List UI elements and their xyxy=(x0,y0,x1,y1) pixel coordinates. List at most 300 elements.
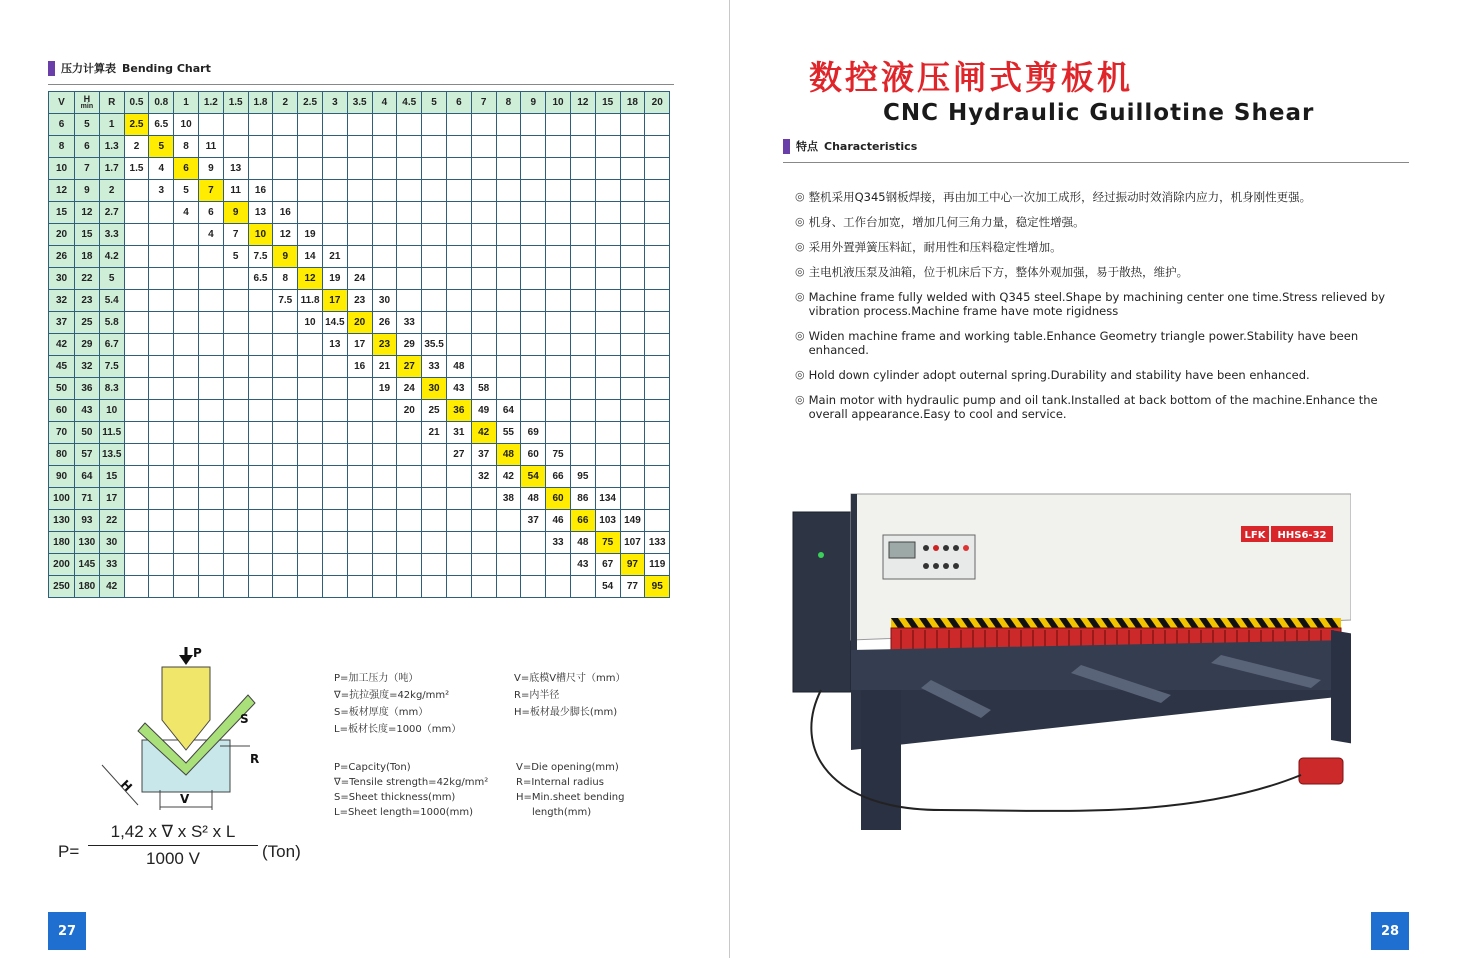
table-cell xyxy=(322,180,347,202)
table-row xyxy=(49,158,670,180)
table-cell: 48 xyxy=(521,488,546,510)
table-cell xyxy=(149,510,174,532)
legend-en-right xyxy=(516,760,624,820)
table-cell: 9 xyxy=(198,158,223,180)
table-cell xyxy=(149,356,174,378)
table-cell xyxy=(546,378,571,400)
table-cell xyxy=(645,510,670,532)
table-cell xyxy=(471,180,496,202)
page-number-left: 27 xyxy=(48,912,86,950)
table-cell xyxy=(273,158,298,180)
table-cell xyxy=(273,532,298,554)
table-cell xyxy=(620,224,645,246)
table-cell xyxy=(273,180,298,202)
table-cell xyxy=(298,378,323,400)
table-cell: 7 xyxy=(198,180,223,202)
column-header: 3.5 xyxy=(347,92,372,114)
formula-unit: (Ton) xyxy=(262,842,301,861)
hmin-cell: 15 xyxy=(75,224,100,246)
table-cell xyxy=(446,268,471,290)
table-cell xyxy=(595,378,620,400)
table-cell: 69 xyxy=(521,422,546,444)
column-header: 2 xyxy=(273,92,298,114)
label-p: P xyxy=(193,646,202,660)
table-cell: 16 xyxy=(347,356,372,378)
table-cell xyxy=(496,378,521,400)
v-cell: 130 xyxy=(49,510,75,532)
table-cell xyxy=(546,114,571,136)
table-cell: 77 xyxy=(620,576,645,598)
column-header: 6 xyxy=(446,92,471,114)
table-cell xyxy=(471,334,496,356)
table-cell xyxy=(595,202,620,224)
table-cell xyxy=(496,246,521,268)
table-cell xyxy=(496,202,521,224)
table-cell xyxy=(273,356,298,378)
table-cell: 37 xyxy=(471,444,496,466)
table-cell xyxy=(620,180,645,202)
section-marker xyxy=(48,61,55,76)
table-cell xyxy=(174,246,199,268)
bullet-icon: ◎ xyxy=(795,290,805,303)
table-cell xyxy=(372,400,397,422)
table-cell: 24 xyxy=(347,268,372,290)
table-cell xyxy=(174,290,199,312)
table-cell: 10 xyxy=(298,312,323,334)
table-cell xyxy=(124,466,149,488)
table-cell xyxy=(570,202,595,224)
v-cell: 42 xyxy=(49,334,75,356)
table-cell xyxy=(273,114,298,136)
panel-button xyxy=(963,545,969,551)
table-cell xyxy=(645,114,670,136)
table-cell xyxy=(645,268,670,290)
table-cell xyxy=(149,290,174,312)
table-cell xyxy=(546,290,571,312)
table-cell: 17 xyxy=(347,334,372,356)
v-cell: 20 xyxy=(49,224,75,246)
table-cell: 33 xyxy=(422,356,447,378)
formula-lhs: P= xyxy=(58,842,80,861)
table-cell xyxy=(471,356,496,378)
table-cell xyxy=(322,466,347,488)
table-cell xyxy=(124,400,149,422)
table-cell xyxy=(298,488,323,510)
column-header: 8 xyxy=(496,92,521,114)
table-cell xyxy=(372,114,397,136)
table-cell: 11 xyxy=(198,136,223,158)
table-cell xyxy=(446,488,471,510)
table-cell: 75 xyxy=(546,444,571,466)
table-cell: 21 xyxy=(422,422,447,444)
table-cell xyxy=(471,532,496,554)
table-cell xyxy=(620,202,645,224)
table-cell xyxy=(397,202,422,224)
r-cell: 4.2 xyxy=(99,246,124,268)
table-cell xyxy=(273,334,298,356)
table-cell xyxy=(223,444,248,466)
table-cell xyxy=(149,312,174,334)
v-cell: 8 xyxy=(49,136,75,158)
table-cell xyxy=(124,246,149,268)
table-cell xyxy=(124,356,149,378)
table-cell xyxy=(496,510,521,532)
table-cell xyxy=(322,114,347,136)
table-cell xyxy=(273,444,298,466)
table-cell xyxy=(347,576,372,598)
table-cell xyxy=(248,136,273,158)
table-cell xyxy=(273,378,298,400)
table-cell xyxy=(446,114,471,136)
table-cell xyxy=(273,400,298,422)
table-cell xyxy=(521,136,546,158)
table-cell xyxy=(471,224,496,246)
table-cell xyxy=(422,290,447,312)
table-cell xyxy=(645,136,670,158)
table-cell xyxy=(496,554,521,576)
table-cell xyxy=(347,466,372,488)
table-cell: 12 xyxy=(298,268,323,290)
table-cell xyxy=(198,356,223,378)
r-cell: 1.3 xyxy=(99,136,124,158)
table-cell xyxy=(446,510,471,532)
table-cell: 16 xyxy=(273,202,298,224)
bullet-icon: ◎ xyxy=(795,190,805,203)
page-number-right: 28 xyxy=(1371,912,1409,950)
hmin-cell: 64 xyxy=(75,466,100,488)
table-cell xyxy=(149,268,174,290)
legend-line: R=内半径 xyxy=(514,690,560,701)
table-cell: 134 xyxy=(595,488,620,510)
table-cell xyxy=(422,312,447,334)
table-cell xyxy=(595,136,620,158)
table-cell xyxy=(124,444,149,466)
table-cell xyxy=(570,576,595,598)
hmin-cell: 12 xyxy=(75,202,100,224)
table-cell xyxy=(223,532,248,554)
table-cell xyxy=(347,378,372,400)
table-cell xyxy=(223,510,248,532)
table-cell xyxy=(471,554,496,576)
table-cell: 48 xyxy=(446,356,471,378)
table-cell xyxy=(124,422,149,444)
table-cell xyxy=(322,378,347,400)
table-cell: 8 xyxy=(273,268,298,290)
table-cell xyxy=(471,510,496,532)
table-cell: 38 xyxy=(496,488,521,510)
table-cell xyxy=(521,114,546,136)
r-cell: 3.3 xyxy=(99,224,124,246)
table-cell: 26 xyxy=(372,312,397,334)
hmin-cell: 145 xyxy=(75,554,100,576)
table-cell: 30 xyxy=(422,378,447,400)
section-title-en: Bending Chart xyxy=(122,61,211,75)
table-cell: 2.5 xyxy=(124,114,149,136)
table-cell xyxy=(620,312,645,334)
table-cell xyxy=(149,400,174,422)
table-cell xyxy=(595,334,620,356)
table-cell xyxy=(546,246,571,268)
table-cell xyxy=(446,246,471,268)
bullet-icon: ◎ xyxy=(795,368,805,381)
table-cell xyxy=(248,356,273,378)
v-cell: 50 xyxy=(49,378,75,400)
table-cell: 20 xyxy=(347,312,372,334)
table-cell xyxy=(149,378,174,400)
table-cell: 19 xyxy=(372,378,397,400)
table-cell xyxy=(347,202,372,224)
table-cell xyxy=(347,488,372,510)
table-cell xyxy=(570,290,595,312)
table-cell: 17 xyxy=(322,290,347,312)
table-cell xyxy=(595,268,620,290)
table-cell xyxy=(322,532,347,554)
table-cell: 42 xyxy=(496,466,521,488)
table-cell: 54 xyxy=(521,466,546,488)
hmin-cell: 9 xyxy=(75,180,100,202)
hmin-cell: 22 xyxy=(75,268,100,290)
table-cell xyxy=(124,510,149,532)
table-cell: 119 xyxy=(645,554,670,576)
r-cell: 33 xyxy=(99,554,124,576)
table-cell: 42 xyxy=(471,422,496,444)
panel-button xyxy=(953,545,959,551)
table-cell xyxy=(471,268,496,290)
table-cell: 64 xyxy=(496,400,521,422)
table-cell xyxy=(298,554,323,576)
table-cell xyxy=(570,334,595,356)
table-cell xyxy=(322,444,347,466)
bullet-icon: ◎ xyxy=(795,265,805,278)
table-cell xyxy=(446,334,471,356)
table-cell: 10 xyxy=(174,114,199,136)
table-cell xyxy=(174,488,199,510)
table-cell xyxy=(397,444,422,466)
column-header: 3 xyxy=(322,92,347,114)
table-cell xyxy=(645,466,670,488)
table-cell xyxy=(149,334,174,356)
table-cell xyxy=(372,224,397,246)
table-cell xyxy=(273,422,298,444)
table-cell xyxy=(645,158,670,180)
table-cell: 10 xyxy=(248,224,273,246)
bullet-icon: ◎ xyxy=(795,240,805,253)
table-cell: 48 xyxy=(570,532,595,554)
feature-item xyxy=(795,190,1395,204)
table-cell xyxy=(397,290,422,312)
right-page xyxy=(731,0,1460,958)
table-cell: 12 xyxy=(273,224,298,246)
table-cell xyxy=(620,290,645,312)
table-cell xyxy=(397,180,422,202)
table-cell xyxy=(570,114,595,136)
hmin-subscript: min xyxy=(80,102,94,110)
table-row xyxy=(49,356,670,378)
table-row xyxy=(49,510,670,532)
table-cell xyxy=(521,290,546,312)
v-cell: 250 xyxy=(49,576,75,598)
table-cell xyxy=(198,114,223,136)
table-cell xyxy=(273,554,298,576)
table-cell xyxy=(397,114,422,136)
table-cell xyxy=(620,466,645,488)
table-cell xyxy=(496,532,521,554)
feature-item xyxy=(795,393,1395,421)
table-cell xyxy=(645,422,670,444)
table-cell xyxy=(570,400,595,422)
power-indicator xyxy=(818,552,824,558)
table-cell xyxy=(496,136,521,158)
table-cell: 30 xyxy=(372,290,397,312)
table-cell xyxy=(298,422,323,444)
table-cell xyxy=(223,422,248,444)
table-cell xyxy=(298,444,323,466)
hmin-cell: 71 xyxy=(75,488,100,510)
bullet-icon: ◎ xyxy=(795,329,805,342)
table-cell xyxy=(471,488,496,510)
table-cell xyxy=(198,312,223,334)
table-cell xyxy=(521,312,546,334)
table-cell xyxy=(372,246,397,268)
table-cell xyxy=(322,554,347,576)
v-cell: 26 xyxy=(49,246,75,268)
table-cell xyxy=(223,400,248,422)
v-cell: 80 xyxy=(49,444,75,466)
table-cell xyxy=(124,312,149,334)
display-screen xyxy=(889,542,915,558)
table-cell xyxy=(124,532,149,554)
table-cell: 21 xyxy=(322,246,347,268)
table-cell xyxy=(273,488,298,510)
panel-button xyxy=(943,545,949,551)
table-cell: 2 xyxy=(124,136,149,158)
table-cell xyxy=(521,554,546,576)
table-cell xyxy=(397,554,422,576)
hmin-cell: 6 xyxy=(75,136,100,158)
table-cell: 54 xyxy=(595,576,620,598)
table-cell xyxy=(372,576,397,598)
table-cell xyxy=(248,554,273,576)
table-cell xyxy=(174,224,199,246)
column-header: 1.8 xyxy=(248,92,273,114)
table-cell xyxy=(546,202,571,224)
feature-item xyxy=(795,329,1395,357)
table-cell xyxy=(347,510,372,532)
table-cell: 75 xyxy=(595,532,620,554)
table-cell: 6 xyxy=(174,158,199,180)
table-cell xyxy=(496,290,521,312)
table-cell xyxy=(198,532,223,554)
table-cell xyxy=(397,422,422,444)
v-cell: 70 xyxy=(49,422,75,444)
table-cell xyxy=(347,554,372,576)
page-gutter xyxy=(729,0,730,958)
table-cell xyxy=(620,246,645,268)
table-cell xyxy=(521,532,546,554)
table-cell xyxy=(595,356,620,378)
v-cell: 200 xyxy=(49,554,75,576)
table-cell xyxy=(223,268,248,290)
table-cell: 16 xyxy=(248,180,273,202)
table-cell xyxy=(372,136,397,158)
table-cell xyxy=(446,202,471,224)
table-cell: 14.5 xyxy=(322,312,347,334)
table-cell: 36 xyxy=(446,400,471,422)
bending-diagram xyxy=(90,645,280,815)
table-cell: 7 xyxy=(223,224,248,246)
r-cell: 42 xyxy=(99,576,124,598)
table-cell xyxy=(198,334,223,356)
table-cell xyxy=(422,576,447,598)
table-cell xyxy=(174,576,199,598)
table-cell xyxy=(174,356,199,378)
table-cell xyxy=(149,246,174,268)
table-cell xyxy=(372,180,397,202)
v-cell: 10 xyxy=(49,158,75,180)
v-cell: 90 xyxy=(49,466,75,488)
table-cell: 32 xyxy=(471,466,496,488)
title-en: CNC Hydraulic Guillotine Shear xyxy=(883,100,1315,126)
hmin-cell: 36 xyxy=(75,378,100,400)
table-cell xyxy=(273,312,298,334)
table-cell xyxy=(372,202,397,224)
hmin-cell: 18 xyxy=(75,246,100,268)
table-cell xyxy=(521,334,546,356)
table-cell xyxy=(149,488,174,510)
table-cell xyxy=(422,510,447,532)
hmin-cell: 50 xyxy=(75,422,100,444)
table-cell xyxy=(595,158,620,180)
table-cell: 3 xyxy=(149,180,174,202)
table-cell xyxy=(471,576,496,598)
table-cell xyxy=(446,136,471,158)
table-cell xyxy=(397,158,422,180)
column-header: 9 xyxy=(521,92,546,114)
legend-cn-left xyxy=(334,670,461,738)
left-leg xyxy=(861,690,901,830)
table-cell xyxy=(322,158,347,180)
table-cell xyxy=(223,488,248,510)
left-side-post xyxy=(851,494,857,654)
table-cell: 6.5 xyxy=(149,114,174,136)
feature-item xyxy=(795,368,1395,382)
table-cell xyxy=(372,268,397,290)
table-cell xyxy=(546,158,571,180)
table-cell xyxy=(124,554,149,576)
table-cell: 43 xyxy=(446,378,471,400)
table-cell xyxy=(223,114,248,136)
table-cell xyxy=(273,136,298,158)
table-cell xyxy=(174,422,199,444)
table-cell xyxy=(446,466,471,488)
force-arrow-icon xyxy=(179,655,193,665)
table-cell xyxy=(322,224,347,246)
table-cell xyxy=(546,356,571,378)
legend-line: P=Capcity(Ton) xyxy=(334,762,411,773)
column-header: 10 xyxy=(546,92,571,114)
table-cell xyxy=(248,158,273,180)
table-cell: 4 xyxy=(149,158,174,180)
table-cell xyxy=(223,312,248,334)
table-cell xyxy=(446,532,471,554)
table-cell xyxy=(446,576,471,598)
table-cell: 66 xyxy=(570,510,595,532)
table-row xyxy=(49,114,670,136)
table-row xyxy=(49,202,670,224)
feature-list xyxy=(795,190,1395,432)
feature-item xyxy=(795,240,1395,254)
table-cell xyxy=(645,356,670,378)
